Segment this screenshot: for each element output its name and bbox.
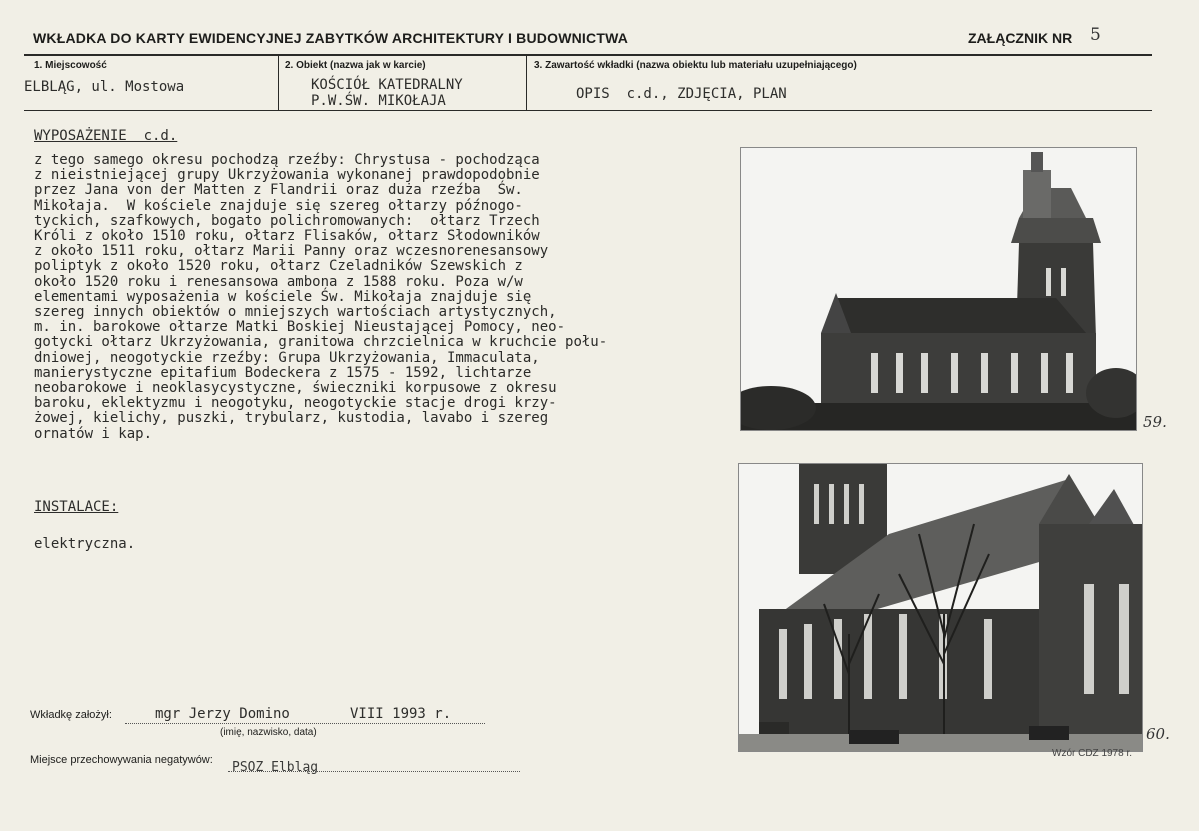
author-dotted-line	[125, 723, 485, 724]
field-3-label: 3. Zawartość wkładki (nazwa obiektu lub materiału uzupełniającego)	[534, 60, 857, 71]
author-hint: (imię, nazwisko, data)	[220, 727, 317, 738]
field-divider-1	[278, 56, 279, 110]
section-text-wyposazenie: z tego samego okresu pochodzą rzeźby: Chrystusa - pochodząca z nieistniejącej grupy Ukrzyżowania wykonanej prawdopodobnie przez Jana von der Matten z Flandrii oraz duża rzeźba Św. Mikołaja. W kościele znajduje się szereg ołtarzy późnogo- tyckich, szafkowych, bogato polichromowanych: ołtarz Trzech Króli z około 1510 roku, ołtarz Flisaków, ołtarz Słodowników z około 1511 roku, ołtarz Marii Panny oraz wczesnorenesansowy poliptyk z około 1520 roku, ołtarz Czeladników Szewskich z około 1520 roku i renesansowa ambona z 1588 roku. Poza w/w elementami wyposażenia w kościele Św. Mikołaja znajduje się szereg innych obiektów o mniejszych wartościach artystycznych, m. in. barokowe ołtarze Matki Boskiej Nieustającej Pomocy, neo- gotycki ołtarz Ukrzyżowania, granitowa chrzcielnica w kruchcie połu- dniowej, neogotyckie rzeźby: Grupa Ukrzyżowania, Immaculata, manierystyczne epitafium Bodeckera z 1575 - 1592, lichtarze neobarokowe i neoklasycystyczne, świeczniki korpusowe z okresu baroku, eklektyzmu i neogotyku, neogotyckie stacje drogi krzy- żowej, kielichy, puszki, trybularz, kustodia, lavabo i szereg ornatów i kap.	[34, 152, 608, 442]
annex-number: 5	[1090, 25, 1101, 45]
field-1-label: 1. Miejscowość	[34, 60, 107, 71]
field-1-value: ELBLĄG, ul. Mostowa	[24, 79, 185, 95]
fields-rule	[24, 110, 1152, 111]
section-heading-wyposazenie: WYPOSAŻENIE c.d.	[34, 128, 178, 144]
author-label: Wkładkę założył:	[30, 709, 112, 721]
field-2-label: 2. Obiekt (nazwa jak w karcie)	[285, 60, 426, 71]
form-title: WKŁADKA DO KARTY EWIDENCYJNEJ ZABYTKÓW ARCHITEKTURY I BUDOWNICTWA	[33, 30, 629, 46]
photo-1-number: 59.	[1143, 413, 1167, 431]
photo-2-number: 60.	[1146, 725, 1170, 743]
field-3-value: OPIS c.d., ZDJĘCIA, PLAN	[576, 86, 787, 102]
section-text-instalace: elektryczna.	[34, 536, 136, 552]
field-divider-2	[526, 56, 527, 110]
church-photo-1	[740, 147, 1137, 431]
storage-dotted-line	[228, 771, 520, 772]
storage-label: Miejsce przechowywania negatywów:	[30, 754, 213, 766]
storage-value: PSOZ Elbląg	[232, 760, 319, 775]
field-2-value-line-1: KOŚCIÓŁ KATEDRALNY	[311, 77, 463, 93]
section-heading-instalace: INSTALACE:	[34, 499, 119, 515]
header-rule	[24, 54, 1152, 56]
field-2-value-line-2: P.W.ŚW. MIKOŁAJA	[311, 93, 446, 109]
author-value: mgr Jerzy Domino	[155, 706, 290, 722]
form-template-note: Wzór CDZ 1978 r.	[1052, 748, 1133, 759]
church-photo-2	[738, 463, 1143, 752]
author-date: VIII 1993 r.	[350, 706, 452, 722]
annex-label: ZAŁĄCZNIK NR	[968, 30, 1073, 46]
